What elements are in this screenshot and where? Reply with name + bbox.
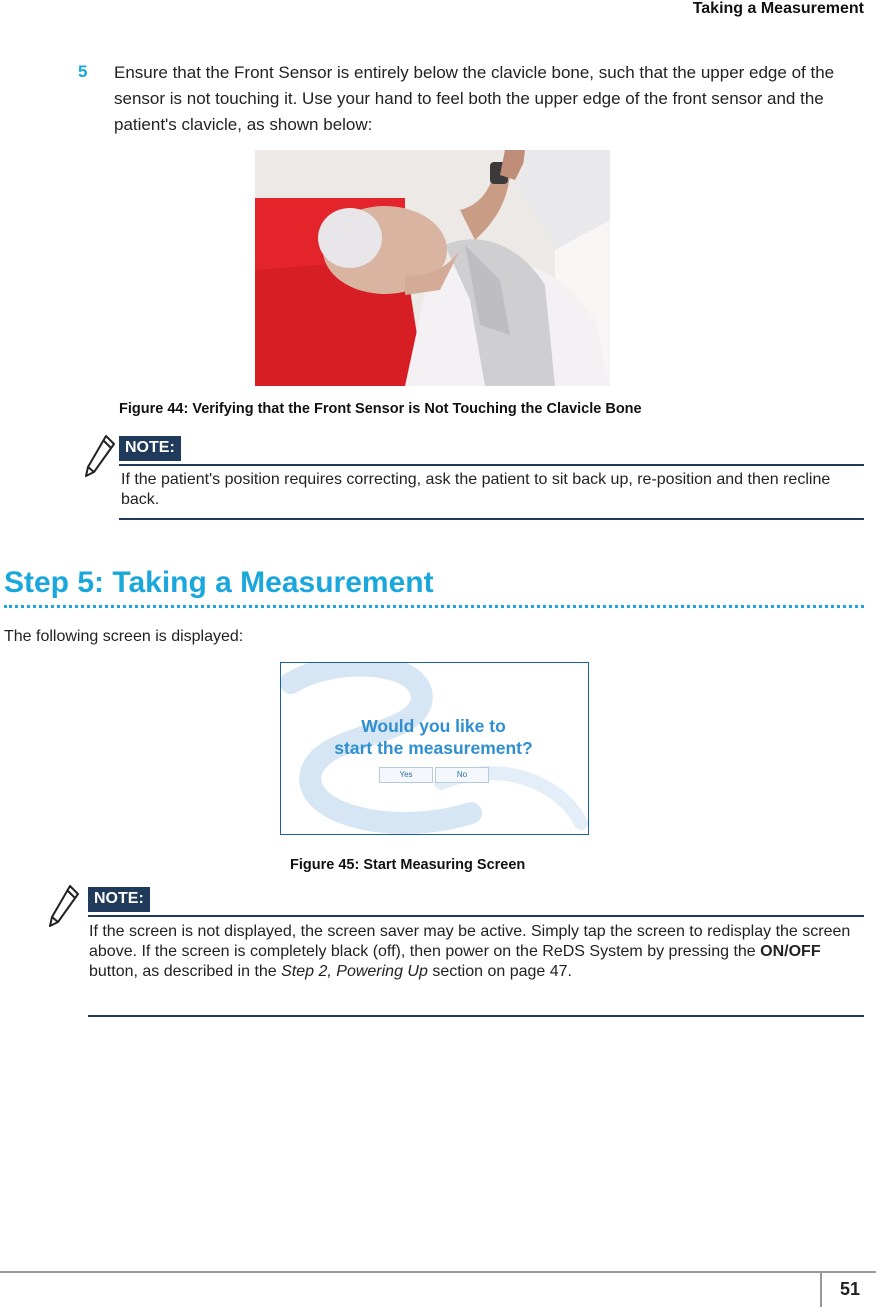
page-number: 51 <box>839 1279 860 1299</box>
note-bottom-rule <box>119 518 864 520</box>
note-text-part1: If the screen is not displayed, the screen saver may be active. Simply tap the screen to redisplay the screen above. If the screen is completely black (off), then power on the ReDS System by pressing the <box>89 923 851 960</box>
section-heading: Step 5: Taking a Measurement <box>4 566 434 599</box>
footer-rule <box>0 1271 876 1273</box>
step-instruction: Ensure that the Front Sensor is entirely below the clavicle bone, such that the upper edge of the sensor is not touching it. Use your hand to feel both the upper edge of the front sensor and the patient's clavicle, as shown below: <box>114 63 835 134</box>
pencil-icon <box>82 432 118 480</box>
note-top-rule <box>88 915 864 917</box>
start-measurement-screen <box>280 662 589 835</box>
note-text-part3: section on page 47. <box>427 963 572 980</box>
note-text: If the patient's position requires correcting, ask the patient to sit back up, re-position and then recline back. <box>121 471 831 508</box>
pencil-icon <box>46 882 82 930</box>
note-label: NOTE: <box>119 436 181 461</box>
screen-question-line1: Would you like to <box>361 716 506 736</box>
patient-photo-illustration <box>255 150 610 386</box>
cross-reference: Step 2, Powering Up <box>281 963 428 980</box>
on-off-term: ON/OFF <box>760 943 821 960</box>
section-intro: The following screen is displayed: <box>4 628 244 645</box>
patient-photo <box>255 150 610 386</box>
yes-button[interactable]: Yes <box>379 767 433 783</box>
note-text-part2: button, as described in the <box>89 963 282 980</box>
screen-question-line2: start the measurement? <box>334 738 533 758</box>
note-bottom-rule <box>88 1015 864 1017</box>
section-dotted-rule <box>4 605 864 608</box>
figure-45-caption: Figure 45: Start Measuring Screen <box>290 857 526 873</box>
screen-question <box>331 715 536 759</box>
note-text <box>89 922 861 982</box>
figure-44-caption: Figure 44: Verifying that the Front Sensor is Not Touching the Clavicle Bone <box>119 401 642 417</box>
running-header: Taking a Measurement <box>692 0 864 17</box>
note-label: NOTE: <box>88 887 150 912</box>
step-number: 5 <box>78 62 88 81</box>
note-top-rule <box>119 464 864 466</box>
no-button[interactable]: No <box>435 767 489 783</box>
